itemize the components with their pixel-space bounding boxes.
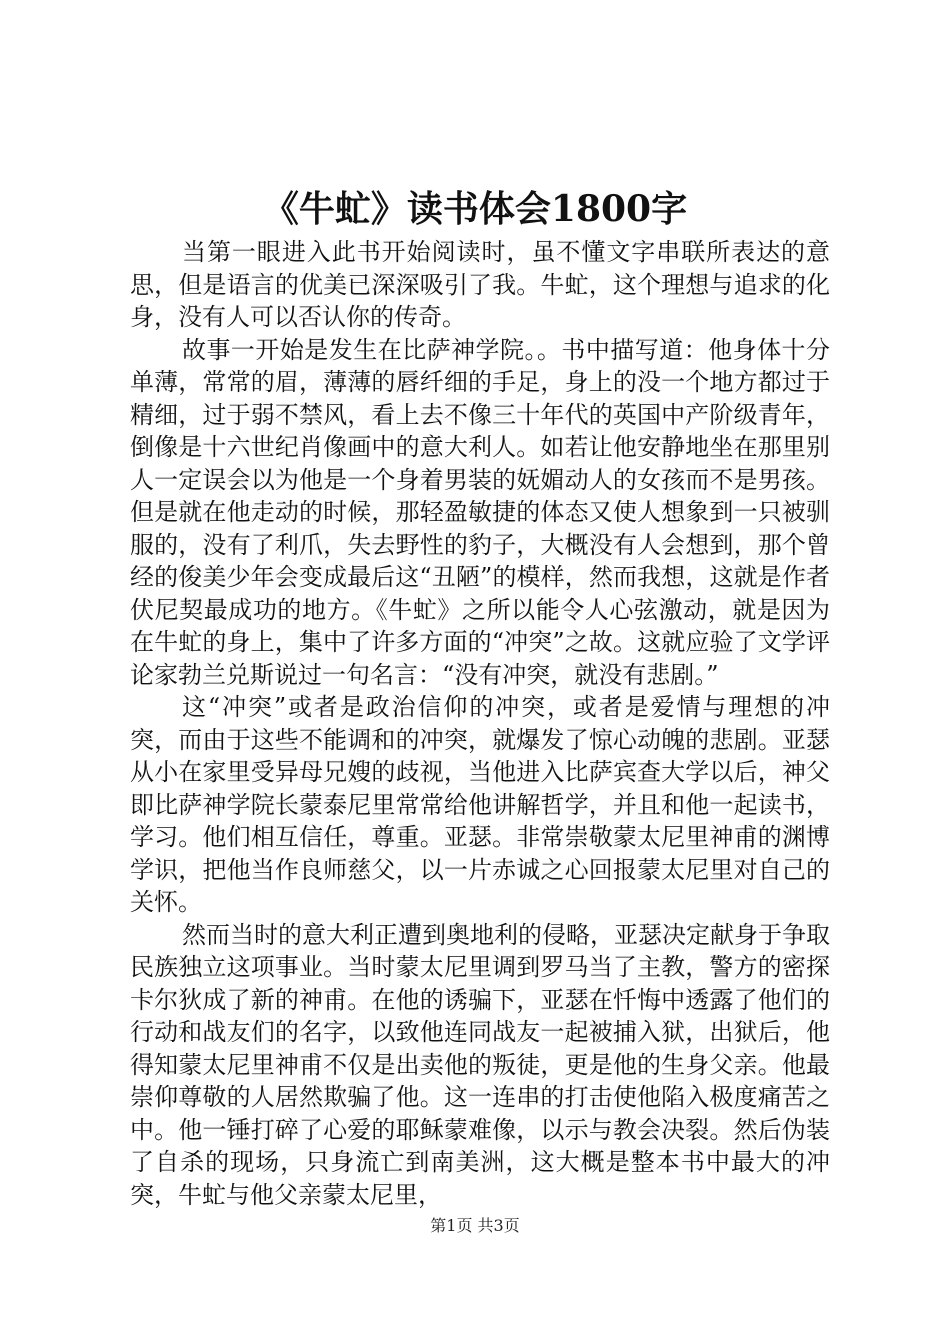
paragraph-2: 故事一开始是发生在比萨神学院。。书中描写道：他身体十分单薄，常常的眉，薄薄的唇纤细的手足，身上的没一个地方都过于精细，过于弱不禁风，看上去不像三十年代的英国中产阶级青年，倒像是十六世纪肖像画中的意大利人。如若让他安静地坐在那里别人一定误会以为他是一个身着男装的妩媚动人的女孩而不是男孩。但是就在他走动的时候，那轻盈敏捷的体态又使人想象到一只被驯服的，没有了利爪，失去野性的豹子，大概没有人会想到，那个曾经的俊美少年会变成最后这“丑陋”的模样，然而我想，这就是作者伏尼契最成功的地方。《牛虻》之所以能令人心弦激动，就是因为在牛虻的身上，集中了许多方面的“冲突”之故。这就应验了文学评论家勃兰兑斯说过一句名言：“没有冲突，就没有悲剧。” bbox=[130, 335, 830, 689]
document-title: 《牛虻》读书体会1800字 bbox=[262, 188, 688, 230]
paragraph-3: 这“冲突”或者是政治信仰的冲突，或者是爱情与理想的冲突，而由于这些不能调和的冲突，就爆发了惊心动魄的悲剧。亚瑟从小在家里受异母兄嫂的歧视，当他进入比萨宾查大学以后，神父即比萨神学院长蒙泰尼里常常给他讲解哲学，并且和他一起读书，学习。他们相互信任，尊重。亚瑟。非常崇敬蒙太尼里神甫的渊博学识，把他当作良师慈父，以一片赤诚之心回报蒙太尼里对自己的关怀。 bbox=[130, 693, 830, 916]
document-body bbox=[130, 236, 830, 1211]
paragraph-4: 然而当时的意大利正遭到奥地利的侵略，亚瑟决定献身于争取民族独立这项事业。当时蒙太尼里调到罗马当了主教，警方的密探卡尔狄成了新的神甫。在他的诱骗下，亚瑟在忏悔中透露了他们的行动和战友们的名字，以致他连同战友一起被捕入狱，出狱后，他得知蒙太尼里神甫不仅是出卖他的叛徒，更是他的生身父亲。他最崇仰尊敬的人居然欺骗了他。这一连串的打击使他陷入极度痛苦之中。他一锤打碎了心爱的耶稣蒙难像，以示与教会决裂。然后伪装了自杀的现场，只身流亡到南美洲，这大概是整本书中最大的冲突，牛虻与他父亲蒙太尼里， bbox=[130, 920, 830, 1209]
paragraph-1: 当第一眼进入此书开始阅读时，虽不懂文字串联所表达的意思，但是语言的优美已深深吸引了我。牛虻，这个理想与追求的化身，没有人可以否认你的传奇。 bbox=[130, 238, 830, 331]
page-footer: 第1页 共3页 bbox=[430, 1216, 520, 1235]
